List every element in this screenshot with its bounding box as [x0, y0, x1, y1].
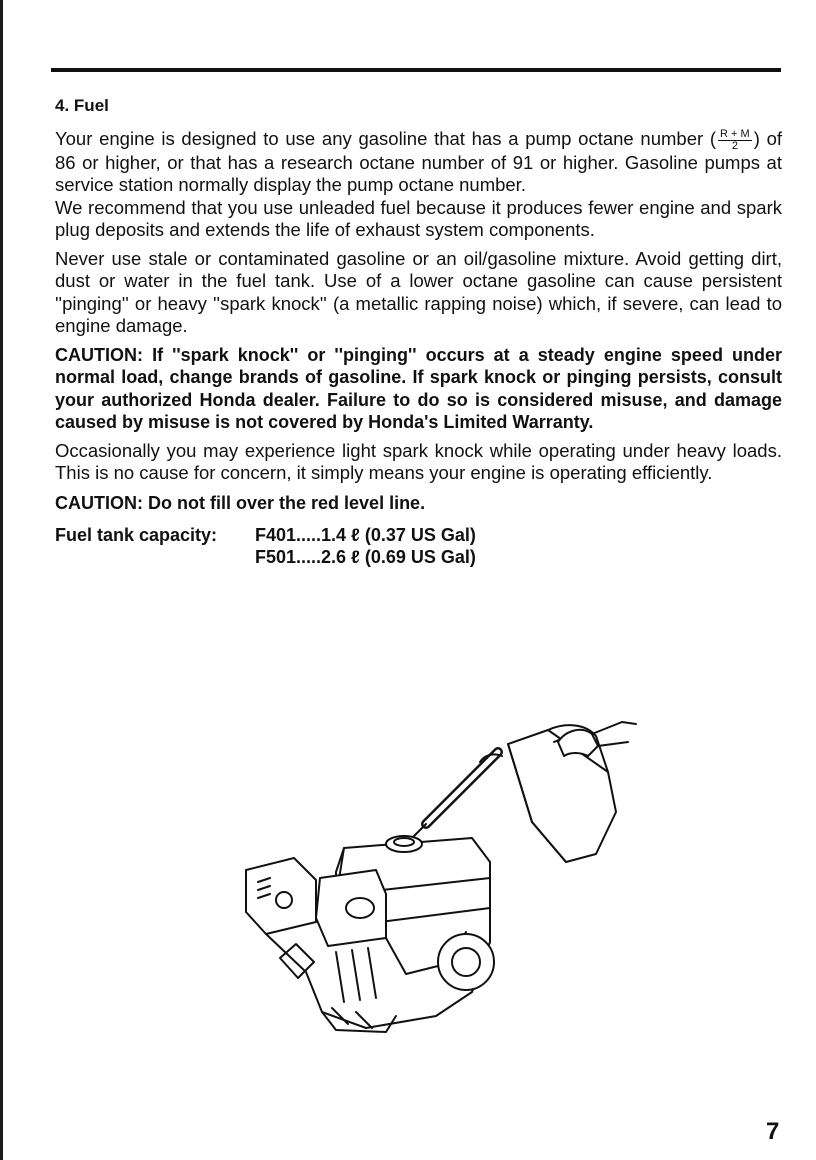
caution-knock — [55, 344, 782, 434]
page-content — [55, 96, 782, 568]
fuel-capacity — [55, 524, 782, 568]
capacity-label: Fuel tank capacity: — [55, 524, 218, 545]
intro-text-1: Your engine is designed to use any gasoline that has a pump octane number ( — [55, 128, 717, 149]
page-number: 7 — [766, 1118, 780, 1145]
section-title: Fuel — [73, 96, 109, 115]
caution-fill-text: Do not fill over the red level line. — [148, 492, 426, 513]
engine-refuel-illustration-icon — [236, 712, 656, 1052]
section-number: 4. — [55, 96, 70, 115]
intro-paragraph — [55, 128, 782, 197]
octane-fraction — [718, 129, 752, 152]
never-use-paragraph: Never use stale or contaminated gasoline or an oil/gasoline mixture. Avoid getting dirt, dust or water in the fuel tank. Use of a lower octane gasoline can cause persistent ''pinging'' or heavy ''spark knock'' (a metallic rapping noise) which, if severe, can lead to engine damage. — [55, 247, 782, 337]
intro-text-2: ) of 86 or higher, or that has a research octane number of 91 or higher. Gasoline pumps at service station normally display the pump octane number. — [55, 128, 783, 196]
section-heading — [55, 96, 782, 116]
fraction-numerator: R + M — [720, 127, 750, 140]
binding-edge — [0, 0, 3, 1160]
caution-label: CAUTION: — [55, 344, 143, 365]
capacity-f401: F401.....1.4 ℓ (0.37 US Gal) — [255, 524, 476, 545]
caution-text: If ''spark knock'' or ''pinging'' occurs at a steady engine speed under normal load, change brands of gasoline. If spark knock or pinging persists, consult your authorized Honda dealer. Failure to do so is considered misuse, and damage caused by misuse is not covered by Honda's Limited Warranty. — [55, 344, 782, 433]
occasionally-paragraph: Occasionally you may experience light spark knock while operating under heavy loads. This is no cause for concern, it simply means your engine is operating efficiently. — [55, 439, 782, 484]
capacity-f501: F501.....2.6 ℓ (0.69 US Gal) — [255, 546, 476, 567]
caution-fill-label: CAUTION: — [55, 492, 143, 513]
fraction-denominator: 2 — [731, 139, 738, 152]
caution-fill — [55, 493, 782, 514]
recommend-paragraph: We recommend that you use unleaded fuel because it produces fewer engine and spark plug deposits and extends the life of exhaust system components. — [55, 196, 782, 241]
top-rule — [51, 68, 781, 72]
